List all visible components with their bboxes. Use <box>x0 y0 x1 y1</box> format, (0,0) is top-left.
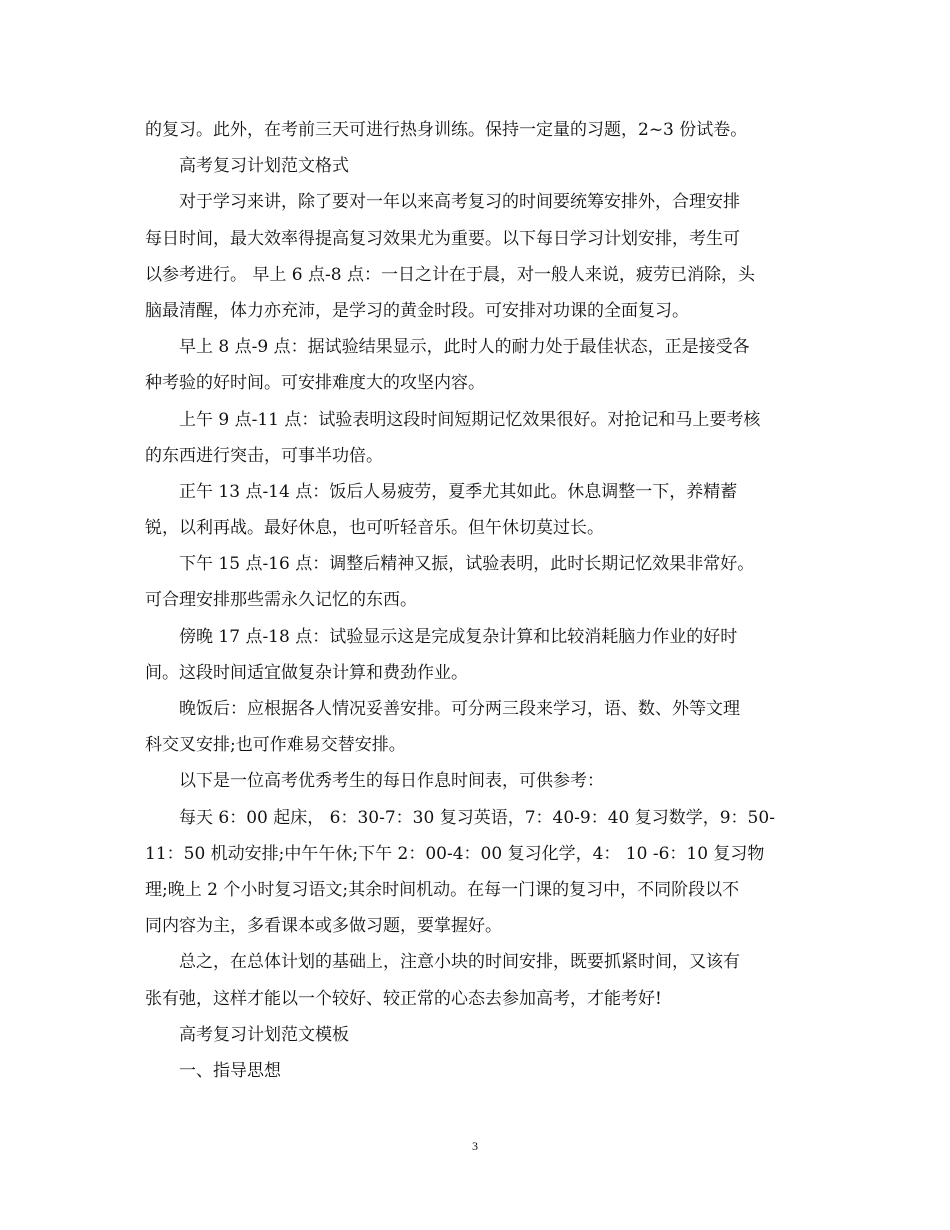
text-line: 的东西进行突击，可事半功倍。 <box>145 445 383 466</box>
text-line: 脑最清醒，体力亦充沛，是学习的黄金时段。可安排对功课的全面复习。 <box>145 300 689 321</box>
text-line: 正午 13 点-14 点：饭后人易疲劳，夏季尤其如此。休息调整一下，养精蓄 <box>179 481 738 502</box>
text-line: 高考复习计划范文格式 <box>179 156 349 177</box>
text-line: 每日时间，最大效率得提高复习效果尤为重要。以下每日学习计划安排，考生可 <box>145 228 740 249</box>
text-line: 每天 6：00 起床， 6：30-7：30 复习英语，7：40-9：40 复习数学，9：50- <box>179 807 775 828</box>
text-line: 晚饭后：应根据各人情况妥善安排。可分两三段来学习，语、数、外等文理 <box>179 699 740 719</box>
text-line: 以下是一位高考优秀考生的每日作息时间表，可供参考： <box>179 771 604 792</box>
text-line: 傍晚 17 点-18 点：试验显示这是完成复杂计算和比较消耗脑力作业的好时 <box>179 626 738 647</box>
text-line: 早上 8 点-9 点：据试验结果显示，此时人的耐力处于最佳状态，正是接受各 <box>179 337 750 358</box>
page-number: 3 <box>472 1139 478 1153</box>
text-line: 总之，在总体计划的基础上，注意小块的时间安排，既要抓紧时间，又该有 <box>179 952 740 973</box>
text-line: 同内容为主，多看课本或多做习题，要掌握好。 <box>145 916 502 937</box>
text-line: 下午 15 点-16 点：调整后精神又振，试验表明，此时长期记忆效果非常好。 <box>179 554 755 575</box>
document-body <box>145 112 810 1089</box>
text-line: 可合理安排那些需永久记忆的东西。 <box>145 590 417 611</box>
text-line: 一、指导思想 <box>179 1060 281 1081</box>
text-line: 张有弛，这样才能以一个较好、较正常的心态去参加高考，才能考好! <box>145 988 662 1009</box>
text-line: 科交叉安排;也可作难易交替安排。 <box>145 735 406 756</box>
text-line: 对于学习来讲，除了要对一年以来高考复习的时间要统筹安排外，合理安排 <box>179 192 740 213</box>
text-line: 的复习。此外，在考前三天可进行热身训练。保持一定量的习题，2~3 份试卷。 <box>145 120 748 140</box>
text-line: 锐，以利再战。最好休息，也可听轻音乐。但午休切莫过长。 <box>145 518 604 539</box>
text-line: 间。这段时间适宜做复杂计算和费劲作业。 <box>145 662 468 683</box>
text-line: 种考验的好时间。可安排难度大的攻坚内容。 <box>145 373 485 394</box>
text-line: 高考复习计划范文模板 <box>179 1024 349 1045</box>
text-line: 11：50 机动安排;中午午休;下午 2：00-4：00 复习化学，4： 10 -6：10 复习物 <box>145 843 765 864</box>
text-line: 理;晚上 2 个小时复习语文;其余时间机动。在每一门课的复习中，不同阶段以不 <box>145 879 740 900</box>
text-line: 以参考进行。 早上 6 点-8 点：一日之计在于晨，对一般人来说，疲劳已消除，头 <box>145 264 755 285</box>
text-line: 上午 9 点-11 点：试验表明这段时间短期记忆效果很好。对抢记和马上要考核 <box>179 409 761 430</box>
